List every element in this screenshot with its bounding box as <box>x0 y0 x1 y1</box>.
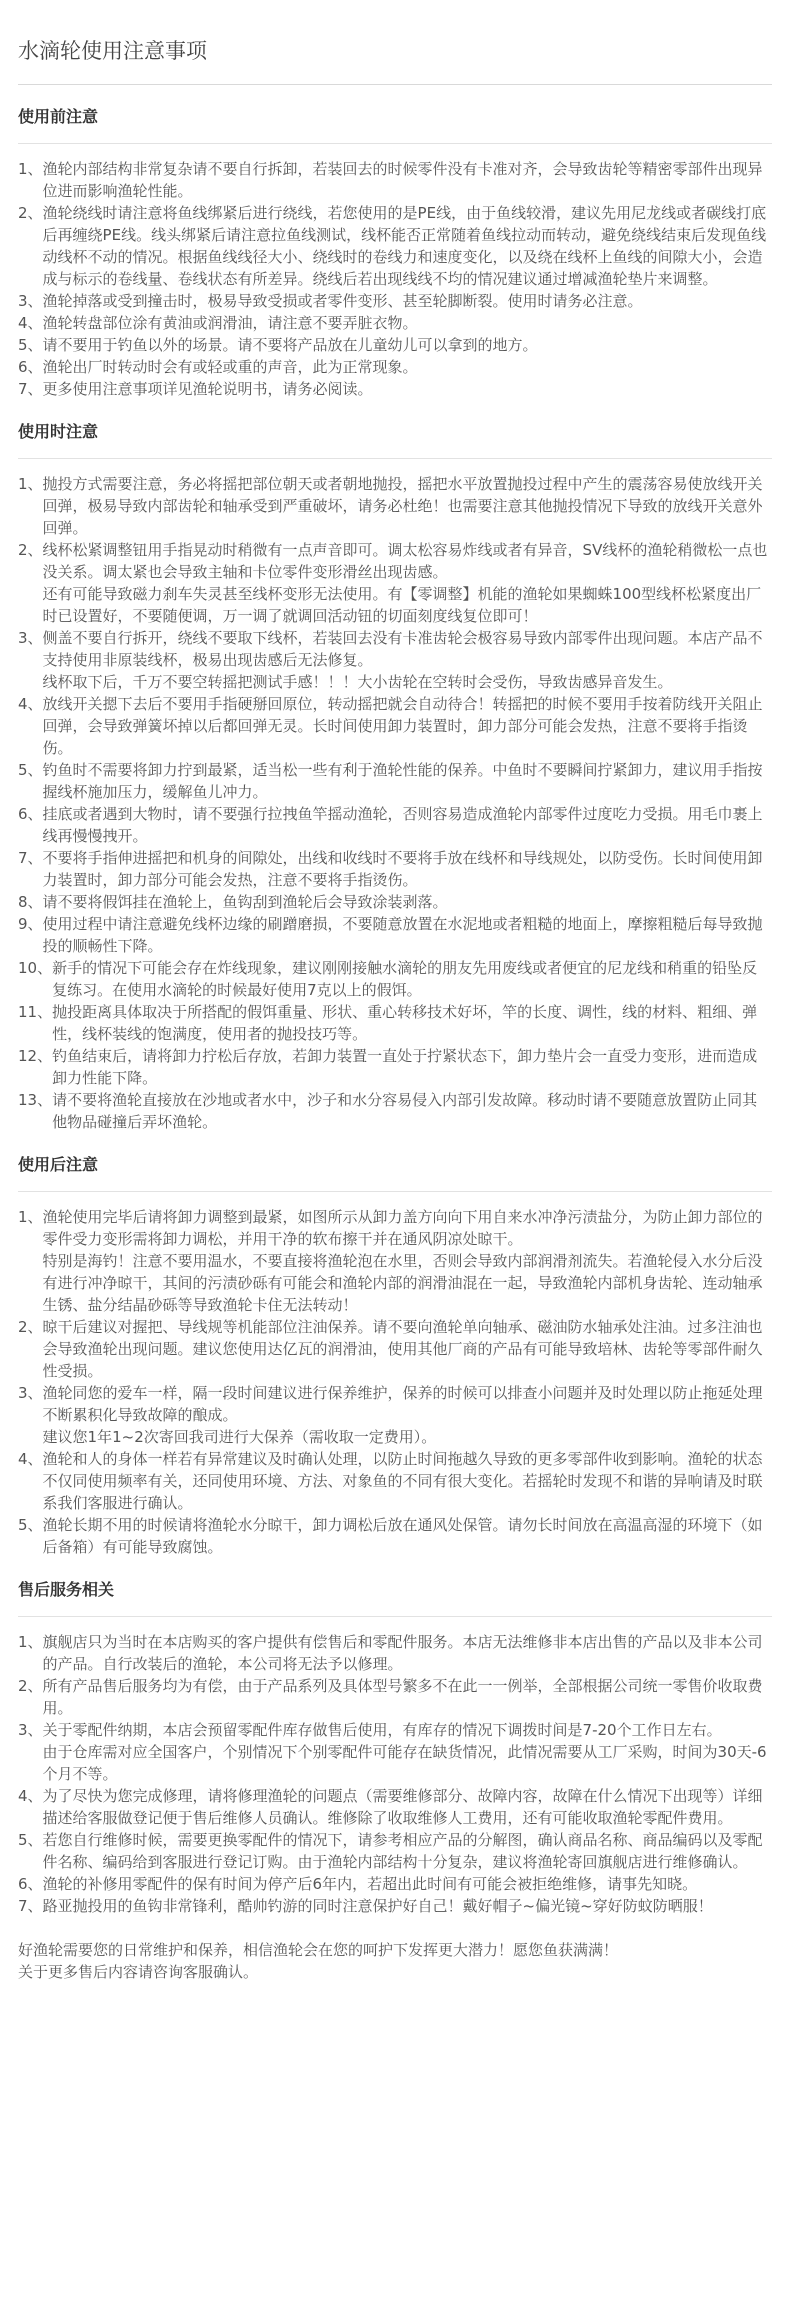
item-number: 1、 <box>18 475 43 493</box>
item-paragraph: 路亚抛投用的鱼钩非常锋利，酷帅钓游的同时注意保护好自己！戴好帽子~偏光镜~穿好防蚊防晒服！ <box>42 1897 713 1915</box>
item-paragraph: 旗舰店只为当时在本店购买的客户提供有偿售后和零配件服务。本店无法维修非本店出售的产品以及非本公司的产品。自行改装后的渔轮，本公司将无法予以修理。 <box>42 1633 763 1673</box>
item-text <box>43 1895 772 1917</box>
list-item <box>18 957 772 1001</box>
item-paragraph: 渔轮长期不用的时候请将渔轮水分晾干，卸力调松后放在通风处保管。请勿长时间放在高温高湿的环境下（如后备箱）有可能导致腐蚀。 <box>42 1516 763 1556</box>
list-item <box>18 1448 772 1514</box>
item-paragraph: 钓鱼结束后，请将卸力拧松后存放，若卸力装置一直处于拧紧状态下，卸力垫片会一直受力变形，进而造成卸力性能下降。 <box>52 1047 758 1087</box>
item-text <box>43 891 772 913</box>
item-paragraph: 所有产品售后服务均为有偿，由于产品系列及具体型号繁多不在此一一例举，全部根据公司统一零售价收取费用。 <box>42 1677 763 1717</box>
item-number: 10、 <box>18 959 53 977</box>
item-number: 2、 <box>18 1318 43 1336</box>
list-item <box>18 803 772 847</box>
list-item <box>18 356 772 378</box>
item-paragraph: 晾干后建议对握把、导线规等机能部位注油保养。请不要向渔轮单向轴承、磁油防水轴承处注油。过多注油也会导致渔轮出现问题。建议您使用达亿瓦的润滑油，使用其他厂商的产品有可能导致培林、齿轮等零部件耐久性受损。 <box>42 1318 763 1380</box>
item-text <box>43 693 772 759</box>
section-heading: 使用后注意 <box>18 1153 772 1192</box>
section-heading: 售后服务相关 <box>18 1578 772 1617</box>
item-paragraph: 关于零配件纳期，本店会预留零配件库存做售后使用，有库存的情况下调拨时间是7-20个工作日左右。 <box>42 1721 722 1739</box>
item-paragraph: 请不要将渔轮直接放在沙地或者水中，沙子和水分容易侵入内部引发故障。移动时请不要随意放置防止同其他物品碰撞后弄坏渔轮。 <box>52 1091 758 1131</box>
list-item <box>18 202 772 290</box>
list-item <box>18 759 772 803</box>
list-item <box>18 1382 772 1448</box>
item-text <box>52 957 772 1001</box>
item-text <box>52 1001 772 1045</box>
item-list <box>18 1206 772 1558</box>
item-number: 6、 <box>18 805 43 823</box>
section-heading: 使用前注意 <box>18 105 772 144</box>
item-text <box>43 334 772 356</box>
item-paragraph: 建议您1年1~2次寄回我司进行大保养（需收取一定费用）。 <box>42 1428 437 1446</box>
item-paragraph: 渔轮转盘部位涂有黄油或润滑油，请注意不要弄脏衣物。 <box>42 314 418 332</box>
list-item <box>18 1001 772 1045</box>
footer-line-1: 好渔轮需要您的日常维护和保养，相信渔轮会在您的呵护下发挥更大潜力！愿您鱼获满满！ <box>18 1941 619 1959</box>
item-paragraph: 渔轮内部结构非常复杂请不要自行拆卸，若装回去的时候零件没有卡准对齐，会导致齿轮等精密零部件出现异位进而影响渔轮性能。 <box>42 160 763 200</box>
footer-line-2: 关于更多售后内容请咨询客服确认。 <box>18 1963 259 1981</box>
list-item <box>18 158 772 202</box>
list-item <box>18 1045 772 1089</box>
item-paragraph: 放线开关摁下去后不要用手指硬掰回原位，转动摇把就会自动待合！转摇把的时候不要用手按着防线开关阻止回弹，会导致弹簧坏掉以后都回弹无灵。长时间使用卸力装置时，卸力部分可能会发热，注意不要将手指烫伤。 <box>42 695 763 757</box>
item-number: 5、 <box>18 336 43 354</box>
item-number: 2、 <box>18 204 43 222</box>
item-paragraph: 渔轮使用完毕后请将卸力调整到最紧，如图所示从卸力盖方向向下用自来水冲净污渍盐分，为防止卸力部位的零件受力变形需将卸力调松，并用干净的软布擦干并在通风阴凉处晾干。 <box>42 1208 763 1248</box>
item-text <box>43 759 772 803</box>
list-item <box>18 312 772 334</box>
list-item <box>18 1719 772 1785</box>
item-number: 5、 <box>18 1516 43 1534</box>
item-number: 6、 <box>18 1875 43 1893</box>
list-item <box>18 1316 772 1382</box>
item-number: 4、 <box>18 695 43 713</box>
item-number: 3、 <box>18 292 43 310</box>
item-paragraph: 渔轮出厂时转动时会有或轻或重的声音，此为正常现象。 <box>42 358 418 376</box>
list-item <box>18 627 772 693</box>
item-number: 5、 <box>18 1831 43 1849</box>
item-paragraph: 还有可能导致磁力刹车失灵甚至线杯变形无法使用。有【零调整】机能的渔轮如果蜘蛛100型线杯松紧度出厂时已设置好，不要随便调，万一调了就调回活动钮的切面刻度线复位即可！ <box>42 585 762 625</box>
item-number: 3、 <box>18 1384 43 1402</box>
item-text <box>43 1206 772 1316</box>
item-number: 5、 <box>18 761 43 779</box>
list-item <box>18 290 772 312</box>
item-paragraph: 由于仓库需对应全国客户，个别情况下个别零配件可能存在缺货情况，此情况需要从工厂采购，时间为30天-6个月不等。 <box>42 1743 767 1783</box>
item-paragraph: 抛投距离具体取决于所搭配的假饵重量、形状、重心转移技术好坏，竿的长度、调性，线的材料、粗细、弹性，线杯装线的饱满度，使用者的抛投技巧等。 <box>52 1003 758 1043</box>
list-item <box>18 1206 772 1316</box>
item-number: 7、 <box>18 380 43 398</box>
item-paragraph: 渔轮和人的身体一样若有异常建议及时确认处理，以防止时间拖越久导致的更多零部件收到影响。渔轮的状态不仅同使用频率有关，还同使用环境、方法、对象鱼的不同有很大变化。若摇轮时发现不和谐的异响请及时联系我们客服进行确认。 <box>42 1450 763 1512</box>
item-list <box>18 158 772 400</box>
item-number: 12、 <box>18 1047 53 1065</box>
list-item <box>18 1829 772 1873</box>
item-paragraph: 渔轮同您的爱车一样，隔一段时间建议进行保养维护，保养的时候可以排查小问题并及时处理以防止拖延处理不断累积化导致故障的酿成。 <box>42 1384 763 1424</box>
item-paragraph: 新手的情况下可能会存在炸线现象，建议刚刚接触水滴轮的朋友先用废线或者便宜的尼龙线和稍重的铅坠反复练习。在使用水滴轮的时候最好使用7克以上的假饵。 <box>52 959 758 999</box>
item-paragraph: 特别是海钓！注意不要用温水，不要直接将渔轮泡在水里，否则会导致内部润滑剂流失。若渔轮侵入水分后没有进行冲净晾干，其间的污渍砂砾有可能会和渔轮内部的润滑油混在一起，导致渔轮内部机身齿轮、连动轴承生锈、盐分结晶砂砾等导致渔轮卡住无法转动！ <box>42 1252 763 1314</box>
page-title: 水滴轮使用注意事项 <box>18 36 772 85</box>
item-text <box>43 1382 772 1448</box>
item-number: 4、 <box>18 314 43 332</box>
item-text <box>43 1448 772 1514</box>
item-paragraph: 线杯取下后，千万不要空转摇把测试手感！！！大小齿轮在空转时会受伤，导致齿感异音发生。 <box>42 673 673 691</box>
item-paragraph: 渔轮绕线时请注意将鱼线绑紧后进行绕线，若您使用的是PE线，由于鱼线较滑，建议先用尼龙线或者碳线打底后再缠绕PE线。线头绑紧后请注意拉鱼线测试，线杯能否正常随着鱼线拉动而转动，避免绕线结束后发现鱼线动线杯不动的情况。根据鱼线线径大小、绕线时的卷线力和速度变化，以及绕在线杯上鱼线的间隙大小，会造成与标示的卷线量、卷线状态有所差异。绕线后若出现线线不均的情况建议通过增减渔轮垫片来调整。 <box>42 204 767 288</box>
item-paragraph: 不要将手指伸进摇把和机身的间隙处，出线和收线时不要将手放在线杯和导线规处，以防受伤。长时间使用卸力装置时，卸力部分可能会发热，注意不要将手指烫伤。 <box>42 849 763 889</box>
section <box>18 420 772 1133</box>
item-text <box>43 803 772 847</box>
list-item <box>18 1675 772 1719</box>
item-number: 1、 <box>18 1208 43 1226</box>
item-text <box>43 539 772 627</box>
item-text <box>43 473 772 539</box>
item-number: 3、 <box>18 1721 43 1739</box>
item-number: 7、 <box>18 849 43 867</box>
item-text <box>43 1316 772 1382</box>
item-text <box>43 290 772 312</box>
list-item <box>18 539 772 627</box>
item-text <box>43 312 772 334</box>
item-number: 4、 <box>18 1787 43 1805</box>
item-number: 11、 <box>18 1003 53 1021</box>
item-paragraph: 渔轮的补修用零配件的保有时间为停产后6年内，若超出此时间有可能会被拒绝维修，请事先知晓。 <box>42 1875 698 1893</box>
item-text <box>43 913 772 957</box>
sections-container <box>18 105 772 1917</box>
section <box>18 1578 772 1917</box>
list-item <box>18 473 772 539</box>
item-paragraph: 侧盖不要自行拆开，绕线不要取下线杯，若装回去没有卡准齿轮会极容易导致内部零件出现问题。本店产品不支持使用非原装线杯，极易出现齿感后无法修复。 <box>42 629 763 669</box>
section <box>18 1153 772 1558</box>
item-text <box>43 1675 772 1719</box>
item-number: 1、 <box>18 1633 43 1651</box>
list-item <box>18 693 772 759</box>
item-paragraph: 若您自行维修时候，需要更换零配件的情况下，请参考相应产品的分解图，确认商品名称、商品编码以及零配件名称、编码给到客服进行登记订购。由于渔轮内部结构十分复杂，建议将渔轮寄回旗舰店进行维修确认。 <box>42 1831 763 1871</box>
item-number: 7、 <box>18 1897 43 1915</box>
item-paragraph: 钓鱼时不需要将卸力拧到最紧，适当松一些有利于渔轮性能的保养。中鱼时不要瞬间拧紧卸力，建议用手指按握线杯施加压力，缓解鱼儿冲力。 <box>42 761 763 801</box>
item-text <box>43 1829 772 1873</box>
item-number: 6、 <box>18 358 43 376</box>
list-item <box>18 1895 772 1917</box>
item-number: 1、 <box>18 160 43 178</box>
item-paragraph: 抛投方式需要注意，务必将摇把部位朝天或者朝地抛投，摇把水平放置抛投过程中产生的震荡容易使放线开关回弹，极易导致内部齿轮和轴承受到严重破坏，请务必杜绝！也需要注意其他抛投情况下导致的放线开关意外回弹。 <box>42 475 763 537</box>
item-list <box>18 1631 772 1917</box>
list-item <box>18 1514 772 1558</box>
item-number: 2、 <box>18 541 43 559</box>
footer <box>18 1939 772 1983</box>
list-item <box>18 334 772 356</box>
item-paragraph: 挂底或者遇到大物时，请不要强行拉拽鱼竿摇动渔轮，否则容易造成渔轮内部零件过度吃力受损。用毛巾裹上线再慢慢拽开。 <box>42 805 763 845</box>
item-text <box>43 1785 772 1829</box>
list-item <box>18 913 772 957</box>
list-item <box>18 1089 772 1133</box>
item-text <box>43 202 772 290</box>
item-text <box>43 158 772 202</box>
item-paragraph: 请不要用于钓鱼以外的场景。请不要将产品放在儿童幼儿可以拿到的地方。 <box>42 336 538 354</box>
item-paragraph: 为了尽快为您完成修理，请将修理渔轮的问题点（需要维修部分、故障内容，故障在什么情况下出现等）详细描述给客服做登记便于售后维修人员确认。维修除了收取维修人工费用，还有可能收取渔轮零配件费用。 <box>42 1787 763 1827</box>
item-text <box>43 627 772 693</box>
item-number: 8、 <box>18 893 43 911</box>
item-number: 13、 <box>18 1091 53 1109</box>
item-text <box>43 1631 772 1675</box>
item-text <box>43 1873 772 1895</box>
item-paragraph: 更多使用注意事项详见渔轮说明书，请务必阅读。 <box>42 380 373 398</box>
item-text <box>52 1045 772 1089</box>
item-number: 3、 <box>18 629 43 647</box>
item-list <box>18 473 772 1133</box>
item-text <box>43 356 772 378</box>
section-heading: 使用时注意 <box>18 420 772 459</box>
item-text <box>52 1089 772 1133</box>
item-text <box>43 1514 772 1558</box>
list-item <box>18 1631 772 1675</box>
item-paragraph: 线杯松紧调整钮用手指晃动时稍微有一点声音即可。调太松容易炸线或者有异音，SV线杯的渔轮稍微松一点也没关系。调太紧也会导致主轴和卡位零件变形滑丝出现齿感。 <box>42 541 768 581</box>
item-paragraph: 使用过程中请注意避免线杯边缘的刷蹭磨损，不要随意放置在水泥地或者粗糙的地面上，摩擦粗糙后每导致抛投的顺畅性下降。 <box>42 915 763 955</box>
list-item <box>18 1785 772 1829</box>
section <box>18 105 772 400</box>
list-item <box>18 378 772 400</box>
item-number: 2、 <box>18 1677 43 1695</box>
item-text <box>43 847 772 891</box>
item-number: 9、 <box>18 915 43 933</box>
item-paragraph: 请不要将假饵挂在渔轮上，鱼钩刮到渔轮后会导致涂装剥落。 <box>42 893 448 911</box>
list-item <box>18 847 772 891</box>
list-item <box>18 891 772 913</box>
item-number: 4、 <box>18 1450 43 1468</box>
item-paragraph: 渔轮掉落或受到撞击时，极易导致受损或者零件变形、甚至轮脚断裂。使用时请务必注意。 <box>42 292 643 310</box>
list-item <box>18 1873 772 1895</box>
item-text <box>43 378 772 400</box>
item-text <box>43 1719 772 1785</box>
